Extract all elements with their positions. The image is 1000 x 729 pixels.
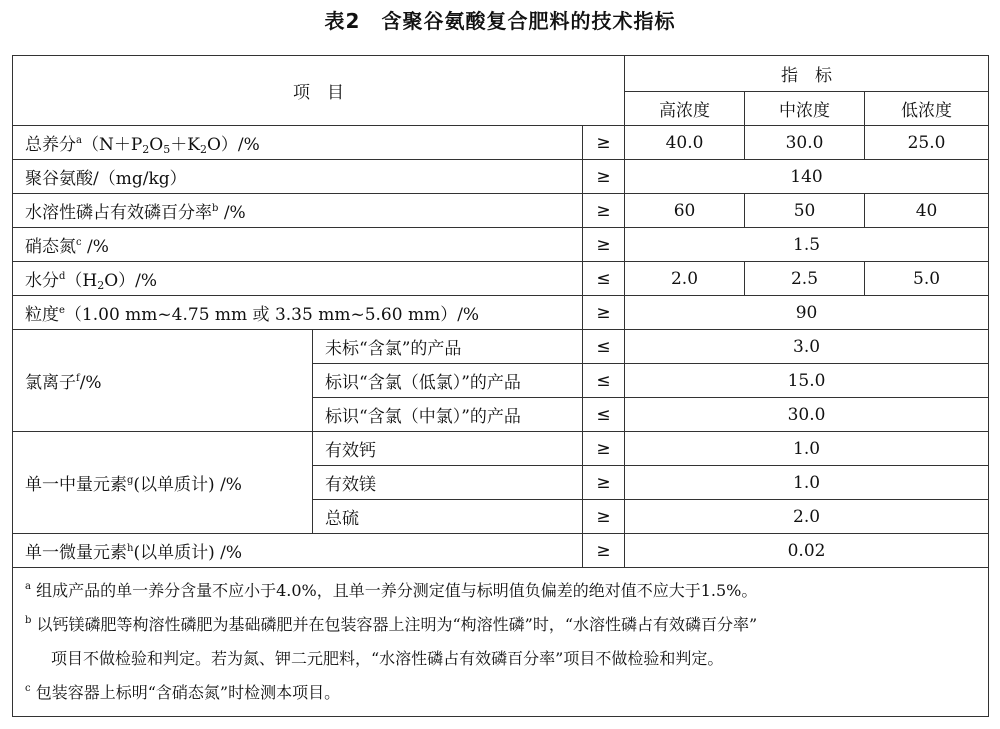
footnote-c: $^c$ 包装容器上标明“含硝态氮”时检测本项目。 [25, 683, 341, 702]
table-row [13, 160, 989, 194]
value-mid: 30.0 [745, 126, 865, 160]
header-item: 项 目 [13, 56, 625, 126]
table-row [13, 228, 989, 262]
operator: ≤ [583, 262, 625, 296]
value-mid: 50 [745, 194, 865, 228]
row-label-chloride: 氯离子$^f$/% [13, 330, 313, 432]
value-all: 30.0 [625, 398, 989, 432]
value-all: 1.5 [625, 228, 989, 262]
row-label-medium-element: 单一中量元素$^g$(以单质计) /% [13, 432, 313, 534]
table-row [13, 432, 989, 466]
footnotes [13, 568, 989, 717]
sub-label: 未标“含氯”的产品 [313, 330, 583, 364]
operator: ≤ [583, 364, 625, 398]
sub-label: 有效镁 [313, 466, 583, 500]
table-row [13, 330, 989, 364]
operator: ≥ [583, 534, 625, 568]
table-row [13, 194, 989, 228]
row-label-nitrate: 硝态氮$^c$ /% [13, 228, 583, 262]
header-index: 指 标 [625, 56, 989, 92]
value-all: 1.0 [625, 432, 989, 466]
row-label-water: 水分$^d(H_2O)/\%$ [13, 262, 583, 296]
value-low: 5.0 [865, 262, 989, 296]
value-low: 25.0 [865, 126, 989, 160]
value-high: 40.0 [625, 126, 745, 160]
operator: ≥ [583, 466, 625, 500]
header-level-low: 低浓度 [865, 92, 989, 126]
operator: ≥ [583, 194, 625, 228]
value-mid: 2.5 [745, 262, 865, 296]
sub-label: 标识“含氯（低氯）”的产品 [313, 364, 583, 398]
operator: ≥ [583, 500, 625, 534]
value-high: 60 [625, 194, 745, 228]
sub-label: 标识“含氯（中氯）”的产品 [313, 398, 583, 432]
value-high: 2.0 [625, 262, 745, 296]
operator: ≤ [583, 330, 625, 364]
value-all: 15.0 [625, 364, 989, 398]
table-row [13, 126, 989, 160]
operator: ≥ [583, 126, 625, 160]
table-title: 表2 含聚谷氨酸复合肥料的技术指标 [324, 9, 676, 33]
footnote-b: $^b$ 以钙镁磷肥等枸溶性磷肥为基础磷肥并在包装容器上注明为“枸溶性磷”时，“水溶性磷占有效磷百分率” [25, 615, 758, 634]
footnotes-row [13, 568, 989, 717]
value-low: 40 [865, 194, 989, 228]
footnote-a: $^a$ 组成产品的单一养分含量不应小于4.0%，且单一养分测定值与标明值负偏差的绝对值不应大于1.5%。 [25, 581, 758, 600]
value-all: 0.02 [625, 534, 989, 568]
row-label-total-nutrient: 总养分$^a(N+P_2O_5+K_2O)/\%$ [13, 126, 583, 160]
table-row [13, 296, 989, 330]
tech-spec-table [12, 55, 989, 717]
header-level-high: 高浓度 [625, 92, 745, 126]
value-all: 1.0 [625, 466, 989, 500]
table-row [13, 534, 989, 568]
table-row [13, 262, 989, 296]
footnote-b-continued: 项目不做检验和判定。若为氮、钾二元肥料，“水溶性磷占有效磷百分率”项目不做检验和判定。 [51, 649, 724, 668]
value-all: 140 [625, 160, 989, 194]
row-label-micro-element: 单一微量元素$^h$(以单质计) /% [13, 534, 583, 568]
value-all: 3.0 [625, 330, 989, 364]
row-label-pga: 聚谷氨酸/（mg/kg） [13, 160, 583, 194]
row-label-granule: 粒度$^e$（1.00 mm~4.75 mm 或 3.35 mm~5.60 mm）/% [13, 296, 583, 330]
sub-label: 有效钙 [313, 432, 583, 466]
operator: ≥ [583, 296, 625, 330]
value-all: 90 [625, 296, 989, 330]
row-label-wsp: 水溶性磷占有效磷百分率$^b$ /% [13, 194, 583, 228]
operator: ≥ [583, 228, 625, 262]
operator: ≥ [583, 160, 625, 194]
operator: ≥ [583, 432, 625, 466]
sub-label: 总硫 [313, 500, 583, 534]
header-level-mid: 中浓度 [745, 92, 865, 126]
value-all: 2.0 [625, 500, 989, 534]
operator: ≤ [583, 398, 625, 432]
